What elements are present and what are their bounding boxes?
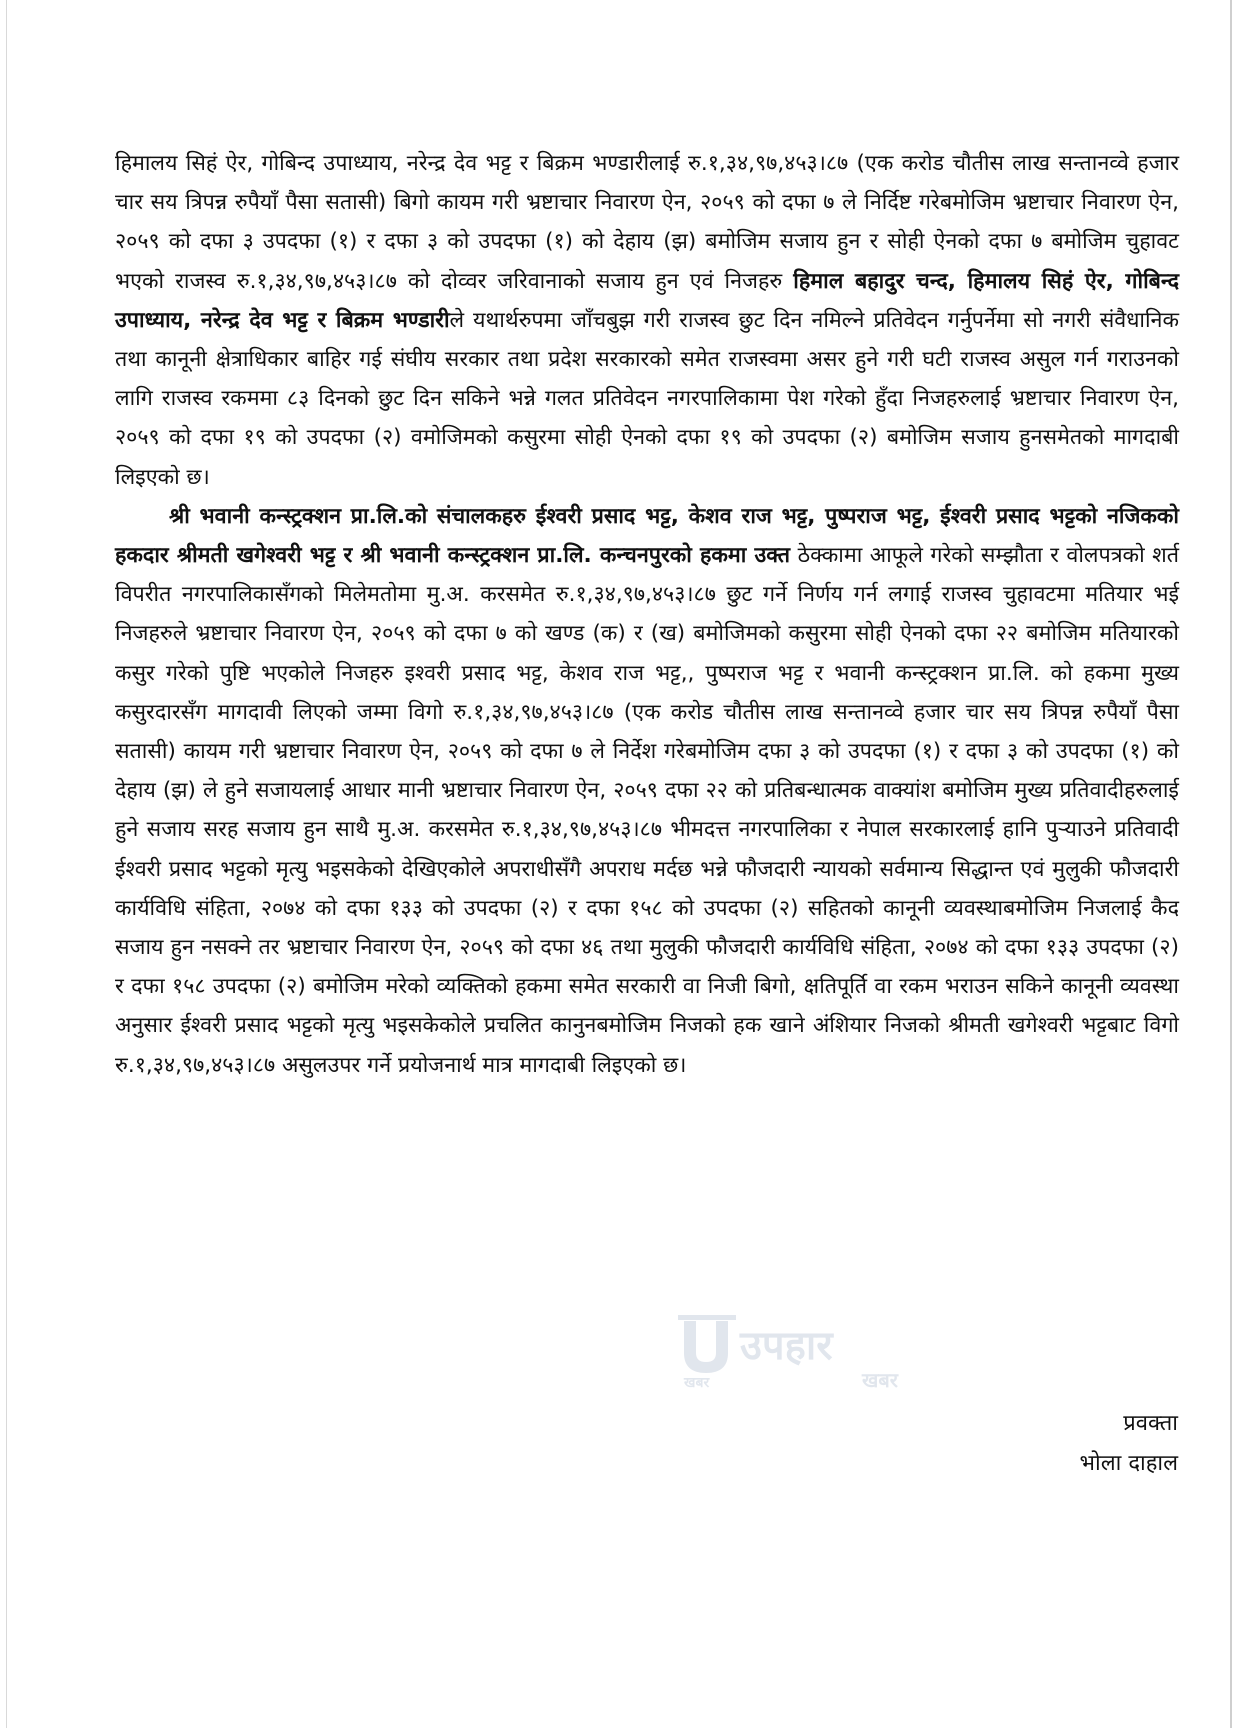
document-body	[115, 144, 1179, 1085]
paragraph-2-text: ठेक्कामा आफूले गरेको सम्झौता र वोलपत्रको शर्त विपरीत नगरपालिकासँगको मिलेमतोमा मु.अ. करसमेत रु.१,३४,९७,४५३।८७ छुट गर्ने निर्णय गर्न लगाई राजस्व चुहावटमा मतियार भई निजहरुले भ्रष्टाचार निवारण ऐन, २०५९ को दफा ७ को खण्ड (क) र (ख) बमोजिमको कसुरमा सोही ऐनको दफा २२ बमोजिम मतियारको कसुर गरेको पुष्टि भएकोले निजहरु इश्वरी प्रसाद भट्ट, केशव राज भट्ट,, पुष्पराज भट्ट र भवानी कन्स्ट्रक्शन प्रा.लि. को हकमा मुख्य कसुरदारसँग मागदावी लिएको जम्मा विगो रु.१,३४,९७,४५३।८७ (एक करोड चौतीस लाख सन्तानव्वे हजार चार सय त्रिपन्न रुपैयाँ पैसा सतासी) कायम गरी भ्रष्टाचार निवारण ऐन, २०५९ को दफा ७ ले निर्देश गरेबमोजिम दफा ३ को उपदफा (१) र दफा ३ को उपदफा (१) को देहाय (झ) ले हुने सजायलाई आधार मानी भ्रष्टाचार निवारण ऐन, २०५९ दफा २२ को प्रतिबन्धात्मक वाक्यांश बमोजिम मुख्य प्रतिवादीहरुलाई हुने सजाय सरह सजाय हुन साथै मु.अ. करसमेत रु.१,३४,९७,४५३।८७ भीमदत्त नगरपालिका र नेपाल सरकारलाई हानि पुर्‍याउने प्रतिवादी ईश्वरी प्रसाद भट्टको मृत्यु भइसकेको देखिएकोले अपराधीसँगै अपराध मर्दछ भन्ने फौजदारी न्यायको सर्वमान्य सिद्धान्त एवं मुलुकी फौजदारी कार्यविधि संहिता, २०७४ को दफा १३३ को उपदफा (२) र दफा १५८ को उपदफा (२) सहितको कानूनी व्यवस्थाबमोजिम निजलाई कैद सजाय हुन नसक्ने तर भ्रष्टाचार निवारण ऐन, २०५९ को दफा ४६ तथा मुलुकी फौजदारी कार्यविधि संहिता, २०७४ को दफा १३३ उपदफा (२) र दफा १५८ उपदफा (२) बमोजिम मरेको व्यक्तिको हकमा समेत सरकारी वा निजी बिगो, क्षतिपूर्ति वा रकम भराउन सकिने कानूनी व्यवस्था अनुसार ईश्वरी प्रसाद भट्टको मृत्यु भइसकेकोले प्रचलित कानुनबमोजिम निजको हक खाने अंशियार निजको श्रीमती खगेश्वरी भट्टबाट विगो रु.१,३४,९७,४५३।८७ असुलउपर गर्ने प्रयोजनार्थ मात्र मागदाबी लिइएको छ।	[115, 543, 1180, 1078]
signature-block	[1080, 1404, 1178, 1484]
paragraph-1-text-b: ले यथार्थरुपमा जाँचबुझ गरी राजस्व छुट दिन नमिल्ने प्रतिवेदन गर्नुपर्नेमा सो नगरी संवैधानिक तथा कानूनी क्षेत्राधिकार बाहिर गई संघीय सरकार तथा प्रदेश सरकारको समेत राजस्वमा असर हुने गरी घटी राजस्व असुल गर्न गराउनको लागि राजस्व रकममा ८३ दिनको छुट दिन सकिने भन्ने गलत प्रतिवेदन नगरपालिकामा पेश गरेको हुँदा निजहरुलाई भ्रष्टाचार निवारण ऐन, २०५९ को दफा १९ को उपदफा (२) वमोजिमको कसुरमा सोही ऐनको दफा १९ को उपदफा (२) बमोजिम सजाय हुनसमेतको मागदाबी लिइएको छ।	[115, 307, 1179, 490]
signature-title: प्रवक्ता	[1123, 1411, 1178, 1436]
paragraph-1	[115, 144, 1179, 497]
paragraph-2	[115, 497, 1179, 1085]
watermark-main-text: उपहार	[740, 1323, 833, 1369]
watermark-sub-right: खबर	[862, 1368, 898, 1390]
paragraph-1-text-a: हिमालय सिहं ऐर, गोबिन्द उपाध्याय, नरेन्द्र देव भट्ट र बिक्रम भण्डारीलाई रु.१,३४,९७,४५३।८७ (एक करोड चौतीस लाख सन्तानव्वे हजार चार सय त्रिपन्न रुपैयाँ पैसा सतासी) बिगो कायम गरी भ्रष्टाचार निवारण ऐन, २०५९ को दफा ७ ले निर्दिष्ट गरेबमोजिम भ्रष्टाचार निवारण ऐन, २०५९ को दफा ३ उपदफा (१) र दफा ३ को उपदफा (१) को देहाय (झ) बमोजिम सजाय हुन र सोही ऐनको दफा ७ बमोजिम चुहावट भएको राजस्व रु.१,३४,९७,४५३।८७ को दोव्वर जरिवानाको सजाय हुन एवं निजहरु	[115, 151, 1179, 294]
paragraph-2-bold-intro: श्री भवानी कन्स्ट्रक्शन प्रा.लि.को संचालकहरु ईश्वरी प्रसाद भट्ट, केशव राज भट्ट, पुष्पराज भट्ट, ईश्वरी प्रसाद भट्टको नजिकको हकदार श्रीमती खगेश्वरी भट्ट र श्री भवानी कन्स्ट्रक्शन प्रा.लि. कन्चनपुरको हकमा उक्त	[115, 503, 1179, 569]
signature-name: भोला दाहाल	[1079, 1451, 1178, 1476]
paragraph-1-bold-names: हिमाल बहादुर चन्द, हिमालय सिहं ऐर, गोबिन्द उपाध्याय, नरेन्द्र देव भट्ट र बिक्रम भण्डारी	[115, 268, 1179, 333]
watermark-sub-left: खबर	[684, 1375, 710, 1390]
